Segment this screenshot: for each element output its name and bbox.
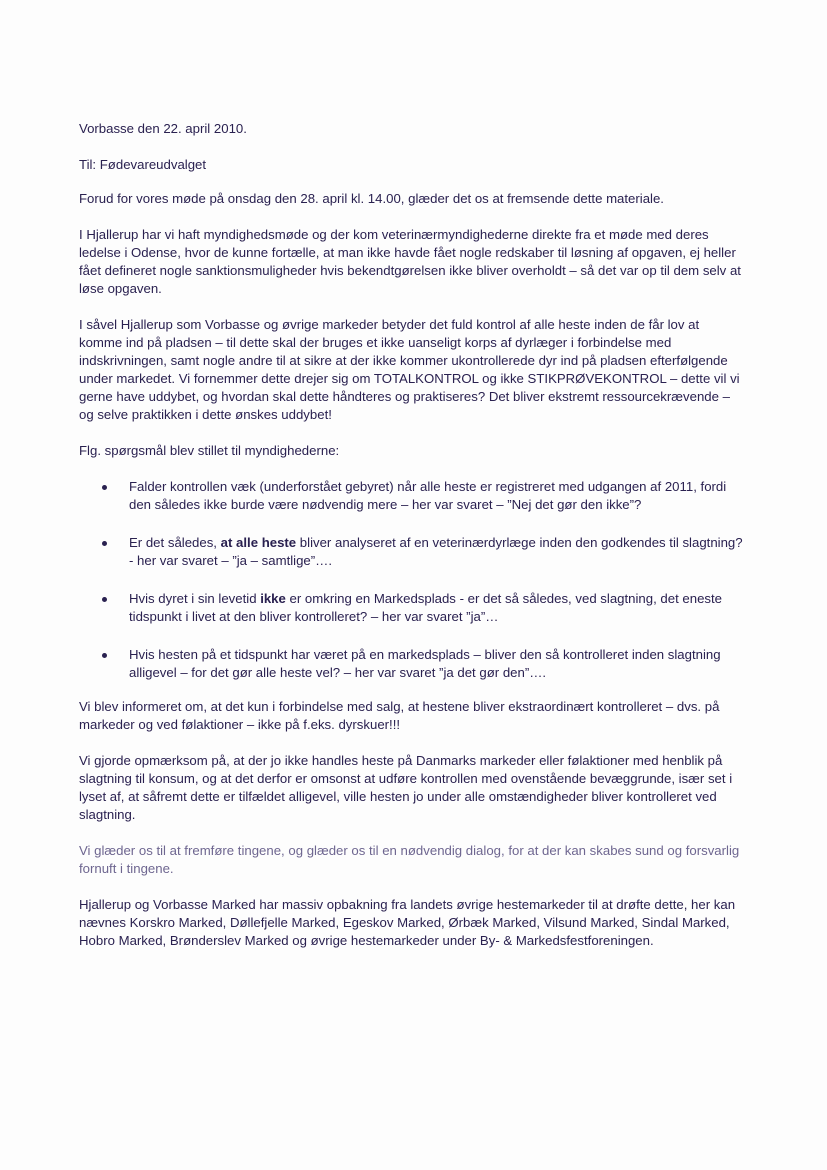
list-item-text: Er det således, [129, 535, 221, 550]
list-item-text-rest: bliver analyseret af en veterinærdyrlæge inden den godkendes til slagtning?- her var svaret – ”ja – samtlige”…. [129, 535, 743, 568]
list-item [79, 590, 744, 626]
questions-intro: Flg. spørgsmål blev stillet til myndighederne: [79, 443, 340, 458]
bullet-icon [102, 541, 107, 546]
list-item-emphasis: ikke [260, 591, 286, 606]
list-item [79, 534, 744, 570]
list-item-emphasis: at alle heste [220, 535, 297, 550]
paragraph-slaughter-argument: Vi gjorde opmærksom på, at der jo ikke handles heste på Danmarks markeder eller følaktioner med henblik på slagtning til konsum, og at det derfor er omsonst at udføre kontrollen med ovenstående bevæggrunde, især set i lyset af, at såfremt dette er tilfældet alligevel, ville hesten jo under alle omstændigheder bliver kontrolleret ved slagtning. [79, 753, 733, 822]
paragraph-sales-control: Vi blev informeret om, at det kun i forbindelse med salg, at hestene bliver ekstraordinært kontrolleret – dvs. på markeder og ved følaktioner – ikke på f.eks. dyrskuer!!! [79, 699, 720, 732]
questions-list [79, 478, 744, 682]
list-item-text: Hvis dyret i sin levetid [129, 591, 261, 606]
bullet-icon [102, 653, 107, 658]
list-item-text-rest: er omkring en Markedsplads - er det så således, ved slagtning, det eneste tidspunkt i livet at den bliver kontrolleret? – her var svaret ”ja”… [129, 591, 723, 624]
list-item [79, 646, 744, 682]
paragraph-hjallerup-meeting: I Hjallerup har vi haft myndighedsmøde og der kom veterinærmyndighederne direkte fra et møde med deres ledelse i Odense, hvor de kunne fortælle, at man ikke havde fået nogle redskaber til løsning af opgaven, ej heller fået defineret nogle sanktionsmuligheder hvis bekendtgørelsen ikke bliver overholdt – så det var op til dem selv at løse opgaven. [79, 227, 741, 296]
paragraph-support: Hjallerup og Vorbasse Marked har massiv opbakning fra landets øvrige hestemarkeder til at drøfte dette, her kan nævnes Korskro Marked, Døllefjelle Marked, Egeskov Marked, Ørbæk Marked, Vilsund Marked, Sindal Marked, Hobro Marked, Brønderslev Marked og øvrige hestemarkeder under By- & Markedsfestforeningen. [79, 897, 736, 948]
list-item-text: Falder kontrollen væk (underforstået gebyret) når alle heste er registreret med udgangen af 2011, fordi den således ikke burde være nødvendig mere – her var svaret – ”Nej det gør den ikke”? [129, 479, 727, 512]
letter-body [79, 120, 744, 968]
paragraph-dialog: Vi glæder os til at fremføre tingene, og glæder os til en nødvendig dialog, for at der kan skabes sund og forsvarlig fornuft i tingene. [79, 843, 740, 876]
bullet-icon [102, 485, 107, 490]
list-item [79, 478, 744, 514]
list-item-text: Hvis hesten på et tidspunkt har været på en markedsplads – bliver den så kontrolleret inden slagtning alligevel – for det gør alle heste vel? – her var svaret ”ja det gør den”…. [129, 647, 721, 680]
date-line: Vorbasse den 22. april 2010. [79, 121, 247, 136]
bullet-icon [102, 597, 107, 602]
paragraph-full-control: I såvel Hjallerup som Vorbasse og øvrige markeder betyder det fuld kontrol af alle heste inden de får lov at komme ind på pladsen – til dette skal der bruges et ikke uanseligt korps af dyrlæger i forbindelse med indskrivningen, samt nogle andre til at sikre at der ikke kommer ukontrollerede dyr ind på pladsen efterfølgende under markedet. Vi fornemmer dette drejer sig om TOTALKONTROL og ikke STIKPRØVEKONTROL – dette vil vi gerne have uddybet, og hvordan skal dette håndteres og praktiseres? Det bliver ekstremt ressourcekrævende – og selve praktikken i dette ønskes uddybet! [79, 317, 740, 422]
recipient-line: Til: Fødevareudvalget [79, 157, 207, 172]
intro-paragraph: Forud for vores møde på onsdag den 28. april kl. 14.00, glæder det os at fremsende dette materiale. [79, 191, 664, 206]
